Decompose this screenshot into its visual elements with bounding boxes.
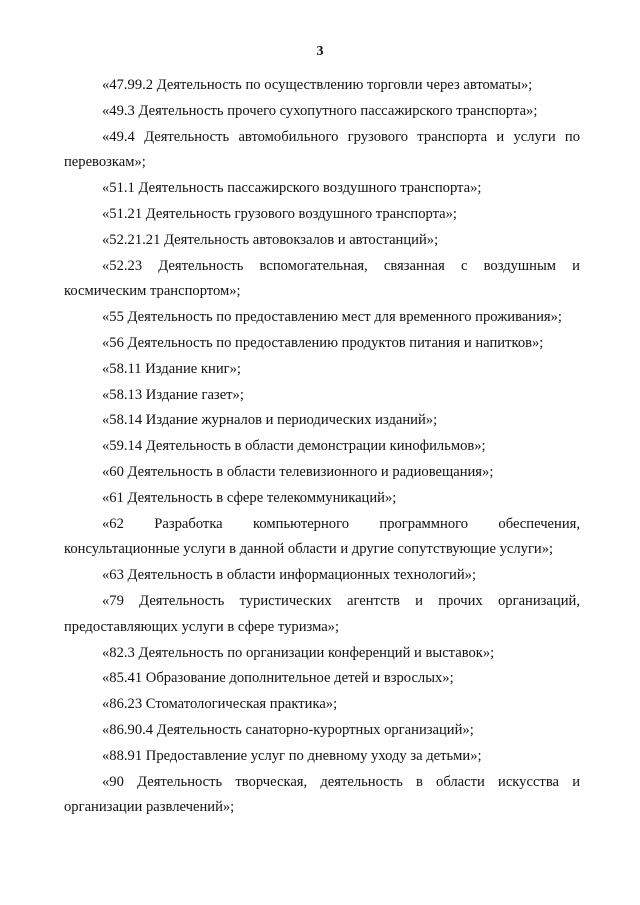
activity-code-list <box>64 73 580 821</box>
list-item: «52.21.21 Деятельность автовокзалов и автостанций»; <box>102 231 439 248</box>
list-item: «58.13 Издание газет»; <box>102 386 244 403</box>
list-item: «51.21 Деятельность грузового воздушного транспорта»; <box>102 205 457 222</box>
list-item: «58.14 Издание журналов и периодических изданий»; <box>102 412 438 429</box>
list-item: «85.41 Образование дополнительное детей и взрослых»; <box>102 670 454 687</box>
list-item: «88.91 Предоставление услуг по дневному уходу за детьми»; <box>102 747 482 764</box>
list-item: «52.23 Деятельность вспомогательная, связанная с воздушным и космическим транспортом»; <box>64 257 580 300</box>
list-item: «62 Разработка компьютерного программного обеспечения, консультационные услуги в данной области и другие сопутствующие услуги»; <box>64 515 580 558</box>
list-item: «49.3 Деятельность прочего сухопутного пассажирского транспорта»; <box>102 102 538 119</box>
list-item: «63 Деятельность в области информационных технологий»; <box>102 567 477 584</box>
list-item: «56 Деятельность по предоставлению продуктов питания и напитков»; <box>102 334 544 351</box>
list-item: «47.99.2 Деятельность по осуществлению торговли через автоматы»; <box>102 77 533 93</box>
list-item: «58.11 Издание книг»; <box>102 360 241 377</box>
list-item: «79 Деятельность туристических агентств и прочих организаций, предоставляющих услуги в сфере туризма»; <box>64 592 580 635</box>
list-item: «86.23 Стоматологическая практика»; <box>102 696 338 713</box>
list-item: «60 Деятельность в области телевизионного и радиовещания»; <box>102 463 494 480</box>
list-item: «49.4 Деятельность автомобильного грузового транспорта и услуги по перевозкам»; <box>64 128 580 171</box>
list-item: «61 Деятельность в сфере телекоммуникаций»; <box>102 489 397 506</box>
list-item: «51.1 Деятельность пассажирского воздушного транспорта»; <box>102 180 482 197</box>
list-item: «59.14 Деятельность в области демонстрации кинофильмов»; <box>102 438 486 455</box>
list-item: «82.3 Деятельность по организации конференций и выставок»; <box>102 644 495 661</box>
list-item: «86.90.4 Деятельность санаторно-курортных организаций»; <box>102 721 474 738</box>
list-item: «90 Деятельность творческая, деятельность в области искусства и организации развлечений»; <box>64 773 580 816</box>
page-number: 3 <box>316 44 324 59</box>
list-item: «55 Деятельность по предоставлению мест для временного проживания»; <box>102 309 562 326</box>
